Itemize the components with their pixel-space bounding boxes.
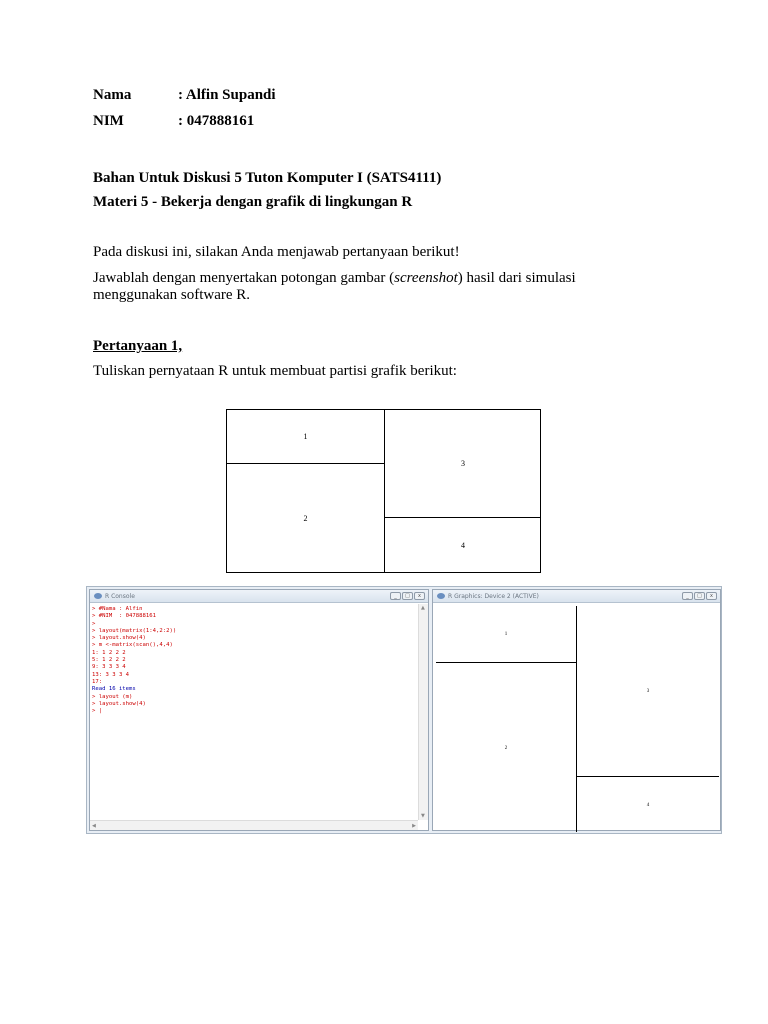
r-logo-icon <box>437 593 445 599</box>
intro-paragraph-2 <box>93 269 576 287</box>
console-line: > #Nama : Alfin <box>92 606 143 612</box>
material-heading: Materi 5 - Bekerja dengan grafik di lingkungan R <box>93 194 413 210</box>
console-horizontal-scrollbar[interactable] <box>90 820 418 830</box>
r-console-titlebar[interactable] <box>90 590 428 603</box>
console-line: > | <box>92 708 103 715</box>
name-value: : Alfin Supandi <box>178 87 276 103</box>
diagram-cell-4: 4 <box>461 540 465 550</box>
console-line: > m <-matrix(scan(),4,4) <box>92 642 173 649</box>
name-label: Nama <box>93 87 132 103</box>
console-line: Read 16 items <box>92 686 136 693</box>
intro-p2-before: Jawablah dengan menyertakan potongan gambar ( <box>93 270 395 286</box>
maximize-button[interactable]: □ <box>694 592 705 600</box>
intro-p2-after: ) hasil dari simulasi <box>457 270 576 286</box>
r-console-title: R Console <box>105 592 135 600</box>
nim-label: NIM <box>93 113 124 129</box>
r-console-output[interactable] <box>92 606 416 820</box>
minimize-button[interactable]: _ <box>682 592 693 600</box>
scroll-left-icon: ◀ <box>92 823 96 829</box>
diagram-cell-3: 3 <box>461 459 465 468</box>
r-graphics-titlebar[interactable] <box>433 590 720 603</box>
graphics-cell-3: 3 <box>646 688 650 694</box>
nim-value: : 047888161 <box>178 113 255 129</box>
console-line: 13: 3 3 3 4 <box>92 671 130 678</box>
console-line: > layout.show(4) <box>92 700 146 707</box>
r-logo-icon <box>94 593 102 599</box>
question-text: Tuliskan pernyataan R untuk membuat partisi grafik berikut: <box>93 363 457 379</box>
console-line: > <box>92 620 96 627</box>
maximize-button[interactable]: □ <box>402 592 413 600</box>
intro-paragraph-2-cont: menggunakan software R. <box>93 287 251 303</box>
close-button[interactable]: x <box>414 592 425 600</box>
console-line: 17: <box>92 678 103 685</box>
diagram-cell-1: 1 <box>303 432 308 441</box>
intro-p2-italic: screenshot <box>394 270 458 286</box>
graphics-cell-4: 4 <box>646 802 650 808</box>
console-line: > layout (m) <box>92 693 133 700</box>
layout-diagram <box>226 409 541 573</box>
console-line: > layout.show(4) <box>92 635 146 642</box>
question-title: Pertanyaan 1, <box>93 338 183 354</box>
console-line: > #NIM : 047888161 <box>92 613 156 620</box>
r-graphics-title: R Graphics: Device 2 (ACTIVE) <box>448 592 539 600</box>
graphics-cell-1: 1 <box>504 631 508 637</box>
r-graphics-plot-area <box>436 606 718 828</box>
course-heading: Bahan Untuk Diskusi 5 Tuton Komputer I (SATS4111) <box>93 170 442 186</box>
console-line: 1: 1 2 2 2 <box>92 649 126 656</box>
r-console-window <box>89 589 429 831</box>
console-line: > layout(matrix(1:4,2:2)) <box>92 627 177 634</box>
minimize-button[interactable]: _ <box>390 592 401 600</box>
r-graphics-window <box>432 589 721 831</box>
graphics-cell-2: 2 <box>504 745 508 751</box>
scroll-right-icon: ▶ <box>412 823 416 829</box>
diagram-cell-2: 2 <box>303 513 308 523</box>
r-screenshot <box>86 586 722 834</box>
console-vertical-scrollbar[interactable] <box>418 604 428 820</box>
console-line: 5: 1 2 2 2 <box>92 657 126 664</box>
console-line: 9: 3 3 3 4 <box>92 664 126 671</box>
scroll-down-icon: ▼ <box>421 813 425 819</box>
intro-paragraph-1: Pada diskusi ini, silakan Anda menjawab pertanyaan berikut! <box>93 244 460 260</box>
scroll-up-icon: ▲ <box>421 605 425 611</box>
close-button[interactable]: x <box>706 592 717 600</box>
